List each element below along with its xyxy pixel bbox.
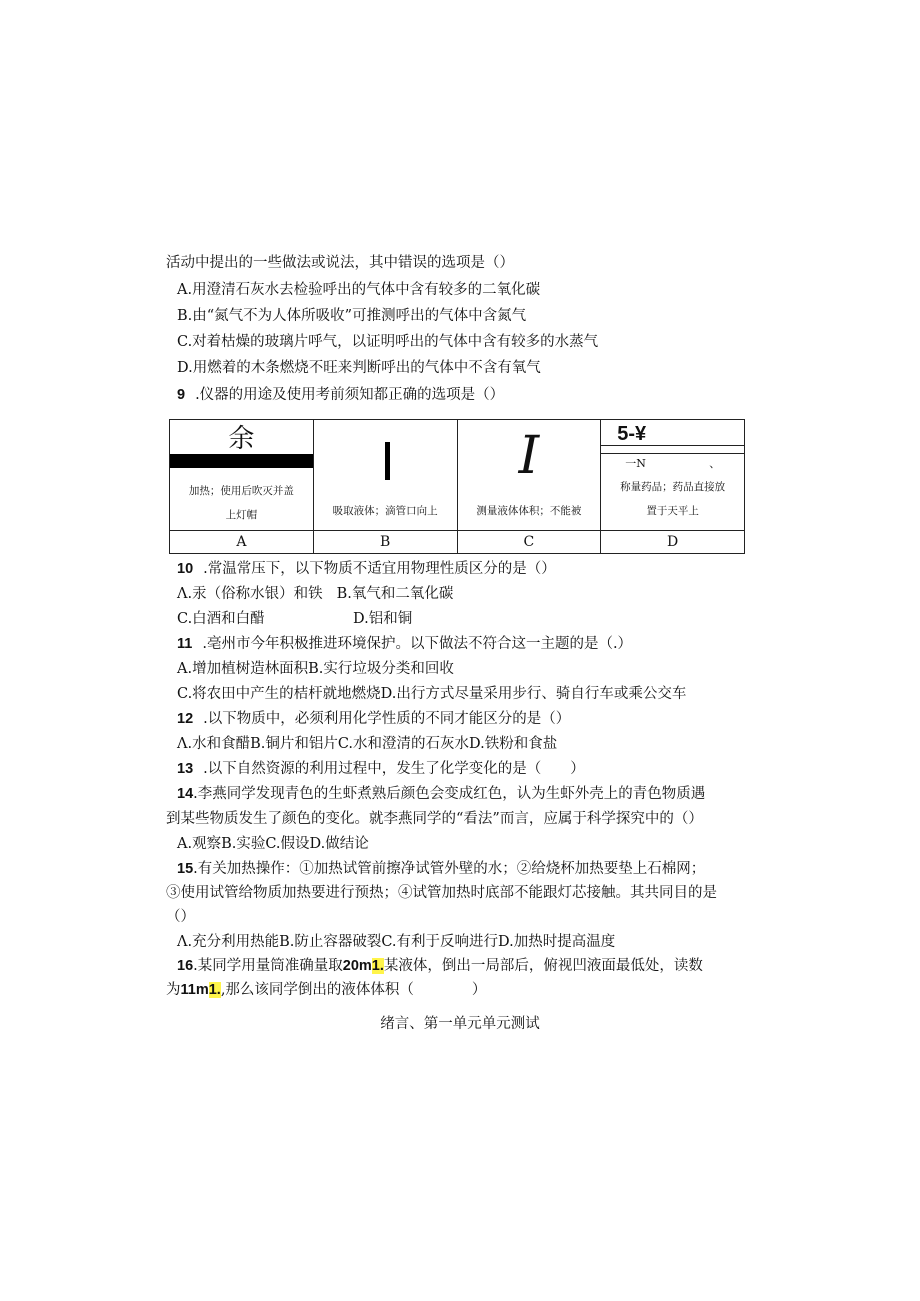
balance-glyph: 5-¥ [617, 423, 647, 445]
q10-option-a: Λ.汞（俗称水银）和铁 [177, 586, 323, 602]
q9-number: 9 [177, 387, 186, 403]
q13-stem [177, 760, 585, 778]
q8-option-b: B.由“氮气不为人体所吸收”可推测呼出的气体中含氮气 [177, 308, 527, 324]
caption-a-2: 上灯帽 [225, 509, 258, 521]
cell-d-rule-1 [601, 445, 744, 446]
q11-stem-text: .亳州市今年积极推进环境保护。以下做法不符合这一主题的是（.） [202, 636, 633, 652]
instrument-cell-a [170, 420, 314, 531]
caption-b: 吸取液体；滴管口向上 [332, 505, 438, 517]
q16-number: 16 [177, 958, 194, 974]
instrument-cell-b [313, 420, 457, 531]
instrument-cell-c [457, 420, 601, 531]
q8-option-a: A.用澄清石灰水去检验呼出的气体中含有较多的二氧化碳 [177, 282, 541, 298]
caption-d-1: 称量药品；药品直接放 [620, 481, 726, 493]
q10-options-row-1 [177, 585, 453, 603]
label-b: B [313, 531, 457, 554]
caption-d-2: 置于天平上 [646, 505, 699, 517]
cell-d-mark-1: 一N [625, 457, 646, 470]
q9-stem [177, 386, 504, 404]
dropper-icon [385, 442, 390, 480]
q12-stem-text: .以下物质中，必须利用化学性质的不同才能区分的是（） [203, 711, 571, 727]
q13-number: 13 [177, 761, 194, 777]
q10-option-d: D.铝和铜 [353, 611, 413, 627]
q16-line-1 [177, 957, 703, 975]
q10-number: 10 [177, 561, 194, 577]
q16-volume-2: 11m [180, 982, 209, 998]
q15-number: 15 [177, 861, 194, 877]
q16-part-1: .某同学用量筒准确量取 [193, 958, 343, 974]
label-a: A [170, 531, 314, 554]
label-d: D [601, 531, 745, 554]
q11-number: 11 [177, 636, 193, 652]
q16-highlight-1: 1. [371, 958, 384, 974]
alcohol-lamp-glyph: 余 [228, 424, 255, 454]
label-c: C [457, 531, 601, 554]
q14-line-1-text: .李燕同学发现青色的生虾煮熟后颜色会变成红色，认为生虾外壳上的青色物质遇 [193, 786, 706, 802]
caption-a-1: 加热；使用后吹灭并盖 [188, 485, 294, 497]
q14-options: A.观察B.实验C.假设D.做结论 [177, 836, 369, 852]
q15-line-1 [177, 860, 705, 878]
black-bar [170, 454, 313, 468]
q16-highlight-2: 1. [208, 982, 221, 998]
q16-part-2: 某液体，倒出一局部后，俯视凹液面最低处，读数 [383, 958, 703, 974]
q11-options-row-1: A.增加植树造林面积B.实行垃圾分类和回收 [177, 661, 454, 677]
q16-volume-1: 20m [342, 958, 372, 974]
q15-line-2: ③使用试管给物质加热要进行预热；④试管加热时底部不能跟灯芯接触。其共同目的是 [166, 885, 717, 901]
q14-line-1 [177, 785, 705, 803]
q10-option-b: B.氧气和二氧化碳 [336, 586, 454, 602]
q15-line-3: （） [166, 909, 195, 925]
instrument-cell-d [601, 420, 745, 531]
q10-options-row-2 [177, 610, 412, 628]
cell-d-rule-2 [601, 453, 744, 454]
q10-option-c: C.白酒和白醋 [177, 611, 265, 627]
graduated-cylinder-glyph: I [518, 426, 540, 486]
q14-line-2: 到某些物质发生了颜色的变化。就李燕同学的“看法”而言，应属于科学探究中的（） [166, 811, 703, 827]
q12-options: Λ.水和食醋B.铜片和铝片C.水和澄清的石灰水D.铁粉和食盐 [177, 736, 558, 752]
instrument-table [169, 419, 745, 554]
q14-number: 14 [177, 786, 194, 802]
caption-c: 测量液体体积；不能被 [476, 505, 582, 517]
q16-part-3: 为 [166, 982, 181, 998]
q12-stem [177, 710, 570, 728]
q10-stem [177, 560, 556, 578]
q15-line-1-text: .有关加热操作：①加热试管前擦净试管外壁的水；②给烧杯加热要垫上石棉网； [193, 861, 706, 877]
q8-stem: 活动中提出的一些做法或说法，其中错误的选项是（） [166, 255, 514, 271]
q13-stem-text: .以下自然资源的利用过程中，发生了化学变化的是（ ） [203, 761, 585, 777]
q12-number: 12 [177, 711, 194, 727]
section-footer-title: 绪言、第一单元单元测试 [380, 1016, 540, 1032]
q8-option-d: D.用燃着的木条燃烧不旺来判断呼出的气体中不含有氧气 [177, 360, 541, 376]
q16-line-2 [166, 981, 486, 999]
q15-options: Λ.充分利用热能B.防止容器破裂C.有利于反响进行D.加热时提高温度 [177, 934, 616, 950]
q10-stem-text: .常温常压下，以下物质不适宜用物理性质区分的是（） [203, 561, 556, 577]
cell-d-mark-2: 、 [709, 457, 721, 470]
q11-stem [177, 635, 632, 653]
q8-option-c: C.对着枯燥的玻璃片呼气，以证明呼出的气体中含有较多的水蒸气 [177, 334, 599, 350]
q16-part-4: ,那么该同学倒出的液体体积（ ） [220, 982, 487, 998]
q9-stem-text: .仪器的用途及使用考前须知都正确的选项是（） [195, 387, 505, 403]
q11-options-row-2: C.将农田中产生的桔杆就地燃烧D.出行方式尽量采用步行、骑自行车或乘公交车 [177, 686, 687, 702]
